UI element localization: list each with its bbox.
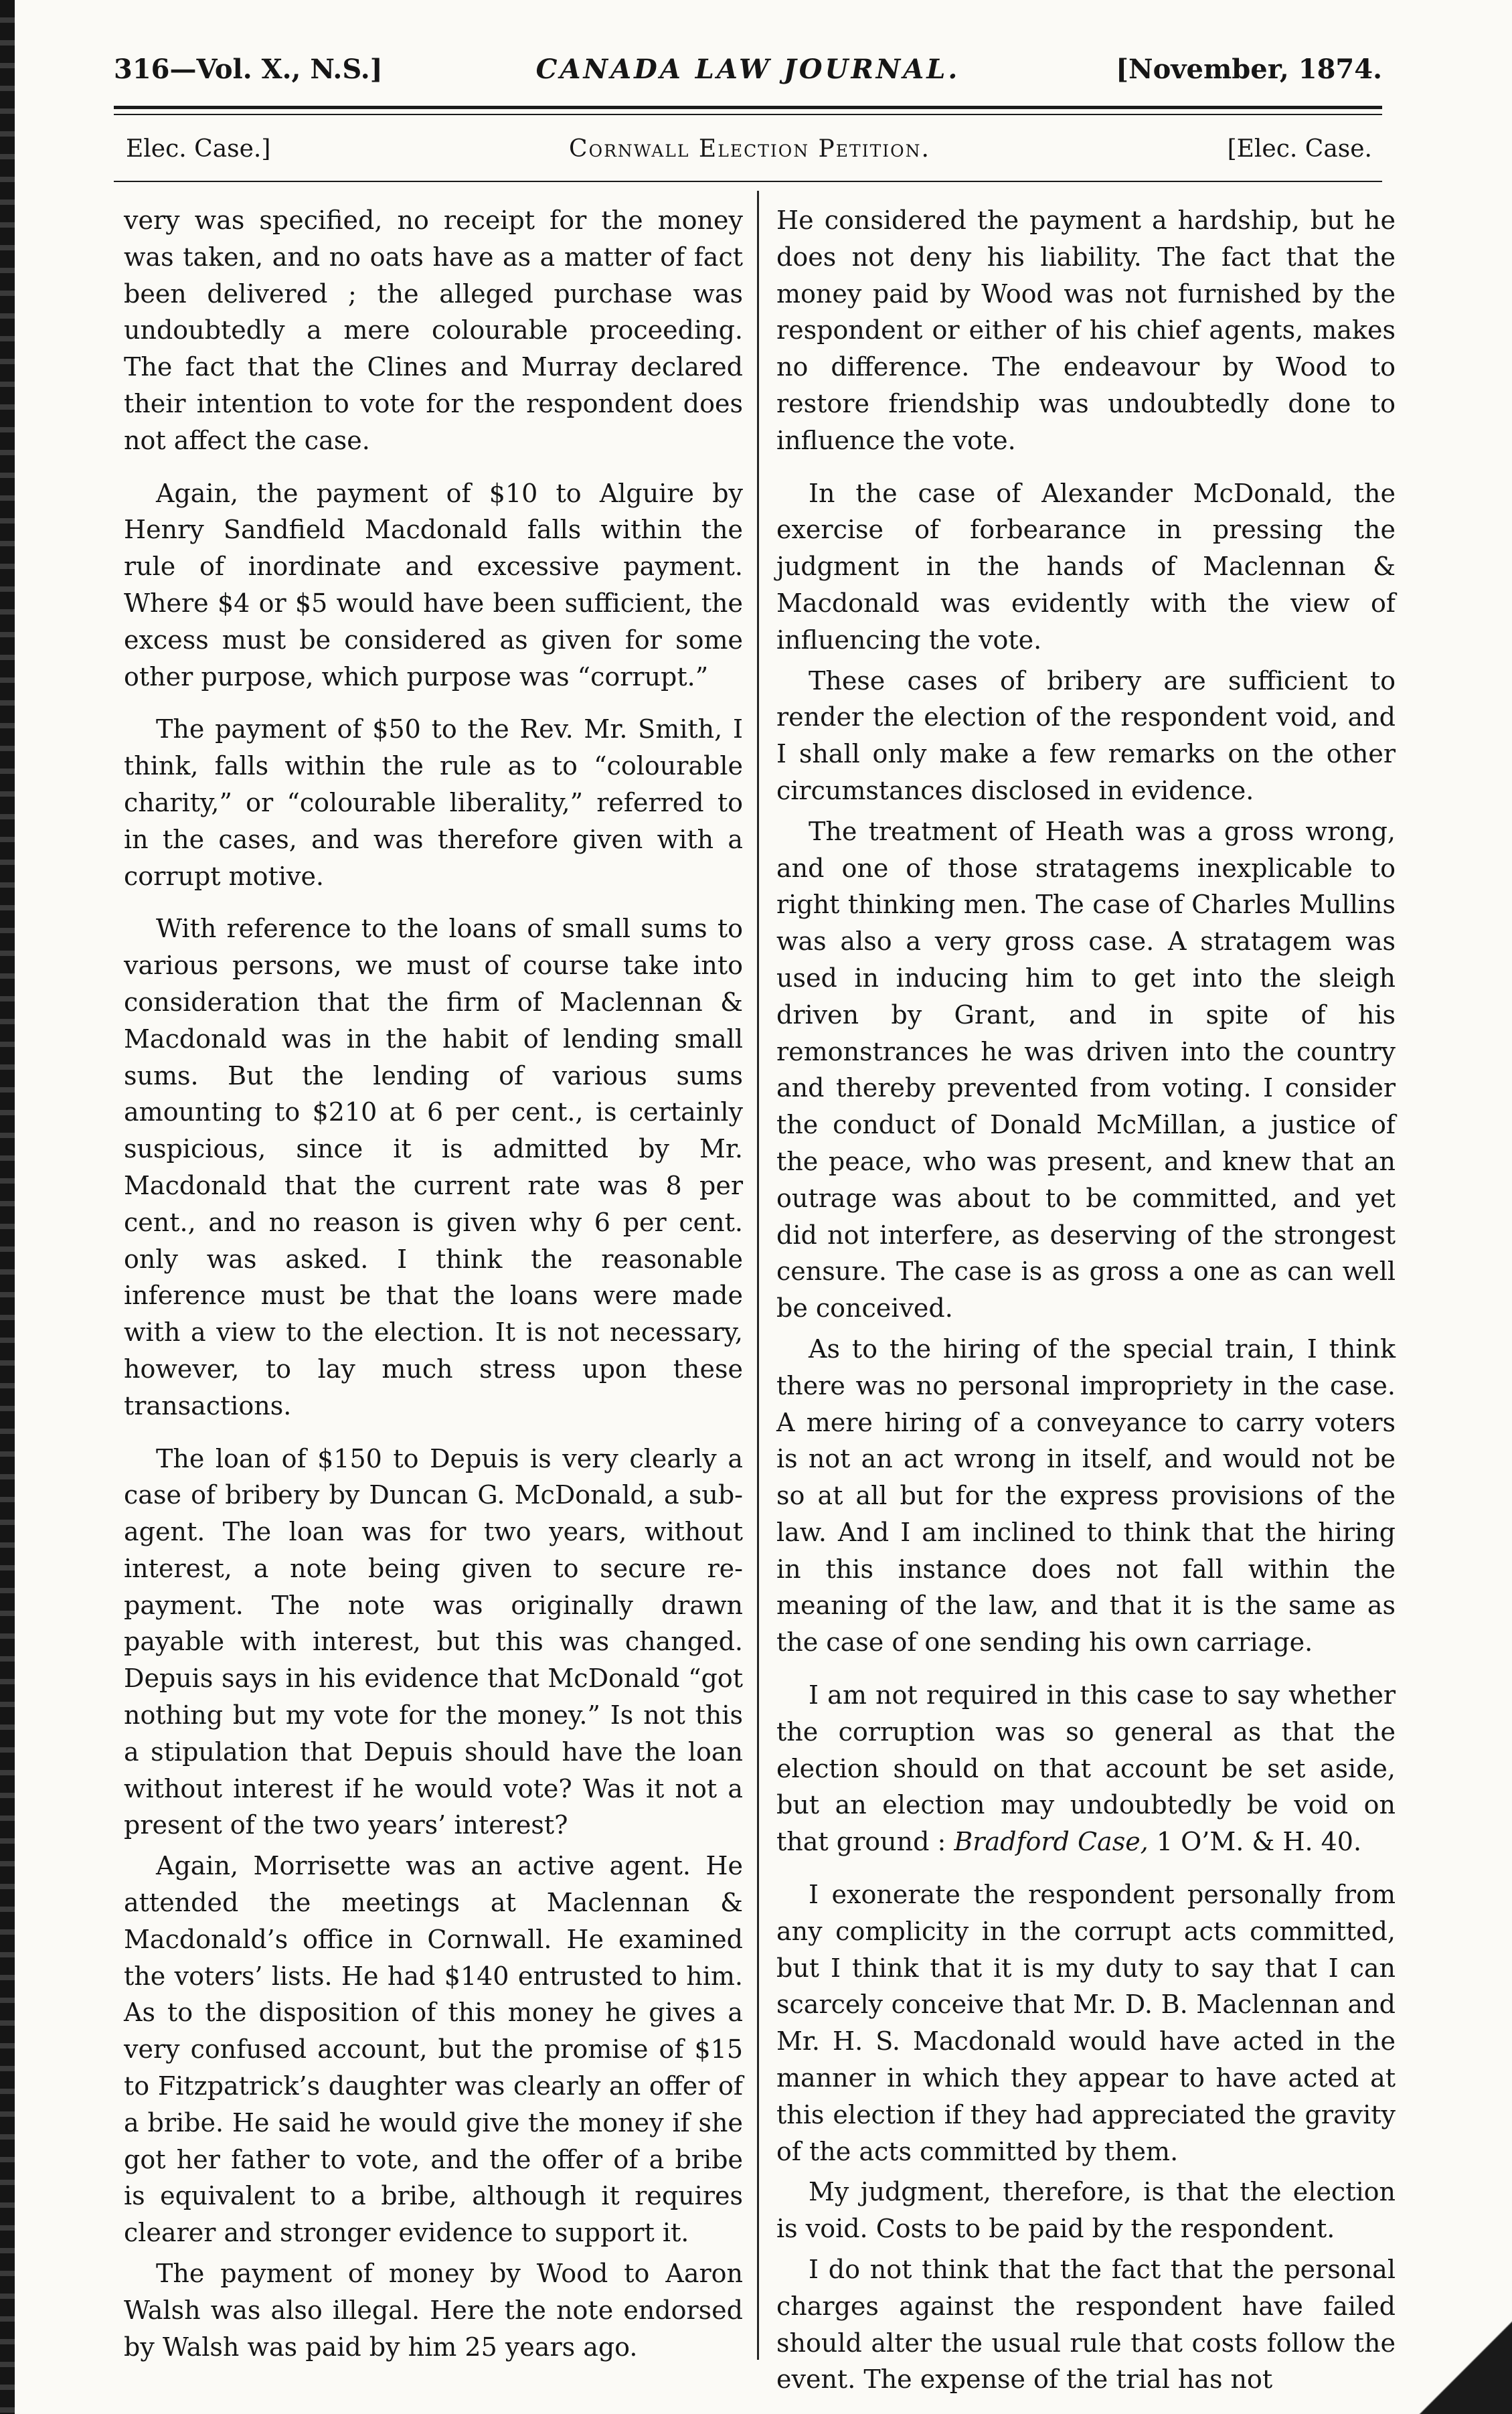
paragraph: My judgment, therefore, is that the election is void. Costs to be paid by the respondent. [776,2177,1396,2244]
section-label-left: Elec. Case.] [126,135,271,163]
page-reference: 316—Vol. X., N.S.] [114,54,383,85]
column-divider [757,191,759,2360]
case-citation: Bradford Case, [954,1827,1149,1857]
paragraph: As to the hiring of the special train, I think there was no personal impropriety in the case. A mere hiring of a conveyance to carry voters is not an act wrong in itself, and would not be so at all but for the express provisions of the law. And I am inclined to think that the hiring in this instance does not fall within the meaning of the law, and that it is the same as the case of one sending his own carriage. [776,1334,1396,1658]
page-corner-shadow [1405,2314,1512,2414]
paragraph: I exonerate the respondent personally from any complicity in the corrupt acts committed, but I think that it is my duty to say that I can scarcely conceive that Mr. D. B. Maclennan and Mr. H. S. Macdonald would have acted in the manner in which they appear to have acted at this election if they had appreciated the gravity of the acts committed by them. [776,1880,1396,2166]
case-subheader [120,131,1379,171]
paragraph [776,1677,1396,1860]
paragraph: In the case of Alexander McDonald, the exercise of forbearance in pressing the judgment in the hands of Maclennan & Macdonald was evidently with the view of influencing the vote. [776,478,1396,655]
right-column [776,202,1396,2398]
paragraph-text: I am not required in this case to say whether the corruption was so general as that the election should on that account be set aside, but an election may undoubtedly be void on that ground : [776,1680,1396,1857]
paragraph: These cases of bribery are sufficient to render the election of the respondent void, and I shall only make a few remarks on the other circumstances disclosed in evidence. [776,665,1396,805]
left-column [124,202,743,2365]
paragraph: Again, the payment of $10 to Alguire by Henry Sandfield Macdonald falls within the rule of inordinate and excessive payment. Where $4 or $5 would have been sufficient, the excess must be considered as given for some other purpose, which purpose was “corrupt.” [124,478,743,692]
paragraph: The payment of $50 to the Rev. Mr. Smith, I think, falls within the rule as to “colourable charity,” or “colourable liberality,” referred to in the cases, and was therefore given with a corrupt motive. [124,714,743,891]
issue-date: [November, 1874. [1116,54,1382,85]
paragraph: I do not think that the fact that the personal charges against the respondent have failed should alter the usual rule that costs follow the event. The expense of the trial has not [776,2255,1396,2395]
paragraph: The loan of $150 to Depuis is very clearly a case of bribery by Duncan G. McDonald, a sub-agent. The loan was for two years, without interest, a note being given to secure re-payment. The note was originally drawn payable with interest, but this was changed. Depuis says in his evidence that McDonald “got nothing but my vote for the money.” Is not this a stipulation that Depuis should have the loan without interest if he would vote? Was it not a present of the two years’ interest? [124,1443,743,1840]
paragraph: very was specified, no receipt for the money was taken, and no oats have as a matter of fact been delivered ; the alleged purchase was undoubtedly a mere colourable proceeding. The fact that the Clines and Murray declared their intention to vote for the respondent does not affect the case. [124,206,743,455]
case-title: Cornwall Election Petition. [569,135,930,163]
report-reference: 1 O’M. & H. 40. [1156,1827,1362,1857]
running-header [114,48,1382,95]
paragraph: The payment of money by Wood to Aaron Walsh was also illegal. Here the note endorsed by Walsh was paid by him 25 years ago. [124,2259,743,2362]
paragraph: With reference to the loans of small sums to various persons, we must of course take into consideration that the firm of Maclennan & Macdonald was in the habit of lending small sums. But the lending of various sums amounting to $210 at 6 per cent., is certainly suspicious, since it is admitted by Mr. Macdonald that the current rate was 8 per cent., and no reason is given why 6 per cent. only was asked. I think the reasonable inference must be that the loans were made with a view to the election. It is not necessary, however, to lay much stress upon these transactions. [124,914,743,1421]
subheader-rule [114,181,1382,182]
paragraph: The treatment of Heath was a gross wrong, and one of those stratagems inexplicable to right thinking men. The case of Charles Mullins was also a very gross case. A stratagem was used in inducing him to get into the sleigh driven by Grant, and in spite of his remonstrances he was driven into the country and thereby prevented from voting. I consider the conduct of Donald McMillan, a justice of the peace, who was present, and knew that an outrage was about to be committed, and yet did not interfere, as deserving of the strongest censure. The case is as gross a one as can well be conceived. [776,816,1396,1323]
header-rule-thick [114,106,1382,109]
header-rule-thin [114,114,1382,115]
section-label-right: [Elec. Case. [1227,135,1372,163]
page-binding-edge [0,0,15,2414]
paragraph: He considered the payment a hardship, but he does not deny his liability. The fact that the money paid by Wood was not furnished by the respondent or either of his chief agents, makes no difference. The endeavour by Wood to restore friendship was undoubtedly done to influence the vote. [776,206,1396,455]
journal-title: CANADA LAW JOURNAL. [535,54,960,85]
paragraph: Again, Morrisette was an active agent. He attended the meetings at Maclennan & Macdonald’s office in Cornwall. He examined the voters’ lists. He had $140 entrusted to him. As to the disposition of this money he gives a very confused account, but the promise of $15 to Fitzpatrick’s daughter was clearly an offer of a bribe. He said he would give the money if she got her father to vote, and the offer of a bribe is equivalent to a bribe, although it requires clearer and stronger evidence to support it. [124,1851,743,2248]
